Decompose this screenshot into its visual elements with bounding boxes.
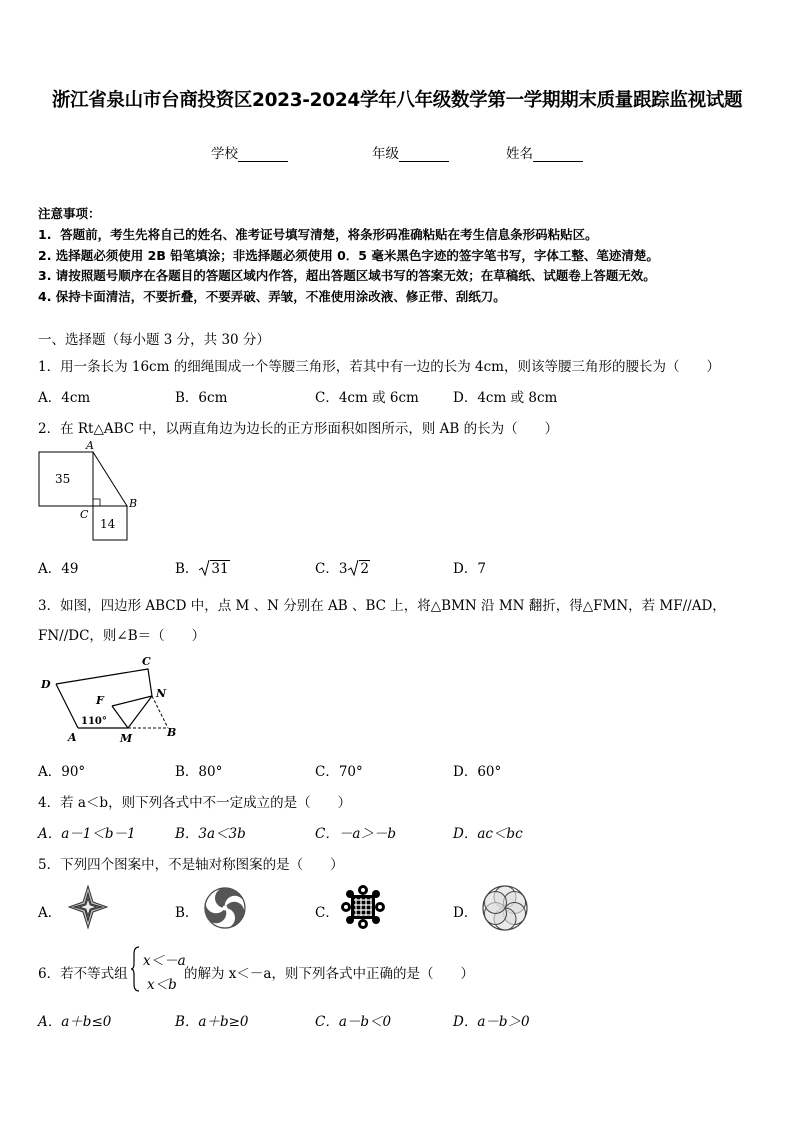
q1-option-d[interactable]: D．4cm 或 8cm [453,390,558,406]
section-heading: 一、选择题（每小题 3 分，共 30 分） [38,332,270,348]
school-label: 学校 [211,146,238,162]
q1-option-a[interactable]: A．4cm [38,390,91,406]
area-35: 35 [55,472,71,486]
q3-option-d[interactable]: D．60° [453,764,502,780]
label-n: N [156,687,167,700]
q3-stem-line2: FN//DC，则∠B＝（ ） [38,628,206,644]
q2-option-a[interactable]: A．49 [38,561,79,577]
name-label: 姓名 [506,146,533,162]
q1-option-b[interactable]: B．6cm [175,390,228,406]
triangle-abc [93,452,127,506]
name-blank[interactable] [533,147,583,162]
q2-figure [30,436,150,546]
line-fm [112,706,128,728]
grade-blank[interactable] [399,147,449,162]
q1-option-c[interactable]: C．4cm 或 6cm [315,390,419,406]
q6-system-line1: x＜－a [143,953,186,969]
q2-option-b-radicand: 31 [211,561,229,577]
label-m: M [120,732,133,745]
grade-label: 年级 [372,146,399,162]
compass-star-icon [68,885,108,929]
name-field [506,142,583,162]
q5-option-b[interactable]: B． [175,905,199,921]
q1-stem: 1．用一条长为 16cm 的细绳围成一个等腰三角形，若其中有一边的长为 4cm，则该等腰三角形的腰长为（ ） [38,359,720,375]
brace-icon [130,946,140,992]
q5-option-a[interactable]: A． [38,905,62,921]
q6-stem-suffix: 的解为 x＜－a，则下列各式中正确的是（ ） [184,966,474,982]
q6-option-c[interactable]: C．a－b＜0 [315,1014,392,1030]
angle-110: 110° [81,716,107,727]
q6-option-d[interactable]: D．a－b＞0 [453,1014,530,1030]
notice-item-4: 4. 保持卡面清洁，不要折叠，不要弄破、弄皱，不准使用涂改液、修正带、刮纸刀。 [38,289,506,304]
label-a: A [86,439,94,452]
side-da [56,684,78,728]
q3-option-a[interactable]: A．90° [38,764,86,780]
q3-stem-line1: 3．如图，四边形 ABCD 中，点 M 、N 分别在 AB 、BC 上，将△BMN 沿 MN 翻折，得△FMN，若 MF//AD， [38,598,726,614]
flower-of-life-icon [481,884,529,932]
chinese-knot-icon [340,884,386,930]
q2-option-b-label: B． [175,561,199,577]
label-f: F [96,694,104,707]
q5-stem: 5．下列四个图案中，不是轴对称图案的是（ ） [38,857,344,873]
sqrt-symbol-c [347,559,359,577]
label-b: B [129,497,138,510]
notice-item-1: 1. 答题前，考生先将自己的姓名、准考证号填写清楚，将条形码准确粘贴在考生信息条形码粘贴区。 [38,227,598,242]
q2-stem: 2．在 Rt△ABC 中，以两直角边为边长的正方形面积如图所示，则 AB 的长为（ ） [38,421,559,437]
triskelion-icon [203,886,247,930]
q6-stem-prefix: 6．若不等式组 [38,966,128,982]
right-angle-mark [93,499,100,506]
q2-option-c-label: C．3 [315,561,348,577]
q6-option-b[interactable]: B．a＋b≥0 [175,1014,249,1030]
q4-stem: 4．若 a＜b，则下列各式中不一定成立的是（ ） [38,795,352,811]
notice-heading: 注意事项： [38,206,101,221]
grade-field [372,142,449,162]
q2-option-c-radicand: 2 [360,561,370,577]
q4-option-b[interactable]: B．3a＜3b [175,826,246,842]
label-b: B [167,726,177,739]
school-field [211,142,288,162]
q4-option-a[interactable]: A．a－1＜b－1 [38,826,136,842]
label-c: C [80,508,89,521]
label-c: C [142,655,151,668]
label-a: A [68,731,77,744]
q3-option-c[interactable]: C．70° [315,764,363,780]
q3-figure [36,652,186,744]
q4-option-c[interactable]: C．－a＞－b [315,826,397,842]
q3-option-b[interactable]: B．80° [175,764,223,780]
notice-item-3: 3. 请按照题号顺序在各题目的答题区域内作答，超出答题区域书写的答案无效；在草稿纸、试题卷上答题无效。 [38,268,656,283]
area-14: 14 [100,517,116,531]
side-nb-dashed [152,696,168,728]
label-d: D [41,678,51,691]
q6-system-line2: x＜b [147,977,177,993]
sqrt-symbol-b [198,559,210,577]
q2-option-b[interactable] [175,557,230,577]
q6-option-a[interactable]: A．a＋b≤0 [38,1014,112,1030]
page-title: 浙江省泉山市台商投资区2023-2024学年八年级数学第一学期期末质量跟踪监视试题 [51,90,743,111]
q2-option-d[interactable]: D．7 [453,561,486,577]
q4-option-d[interactable]: D．ac＜bc [453,826,523,842]
q5-option-c[interactable]: C． [315,905,339,921]
q2-option-c[interactable] [315,557,370,577]
school-blank[interactable] [238,147,288,162]
notice-item-2: 2. 选择题必须使用 2B 铅笔填涂；非选择题必须使用 0．5 毫米黑色字迹的签字笔书写，字体工整、笔迹清楚。 [38,248,659,263]
q5-option-d[interactable]: D． [453,905,478,921]
quad-solid [56,669,152,696]
